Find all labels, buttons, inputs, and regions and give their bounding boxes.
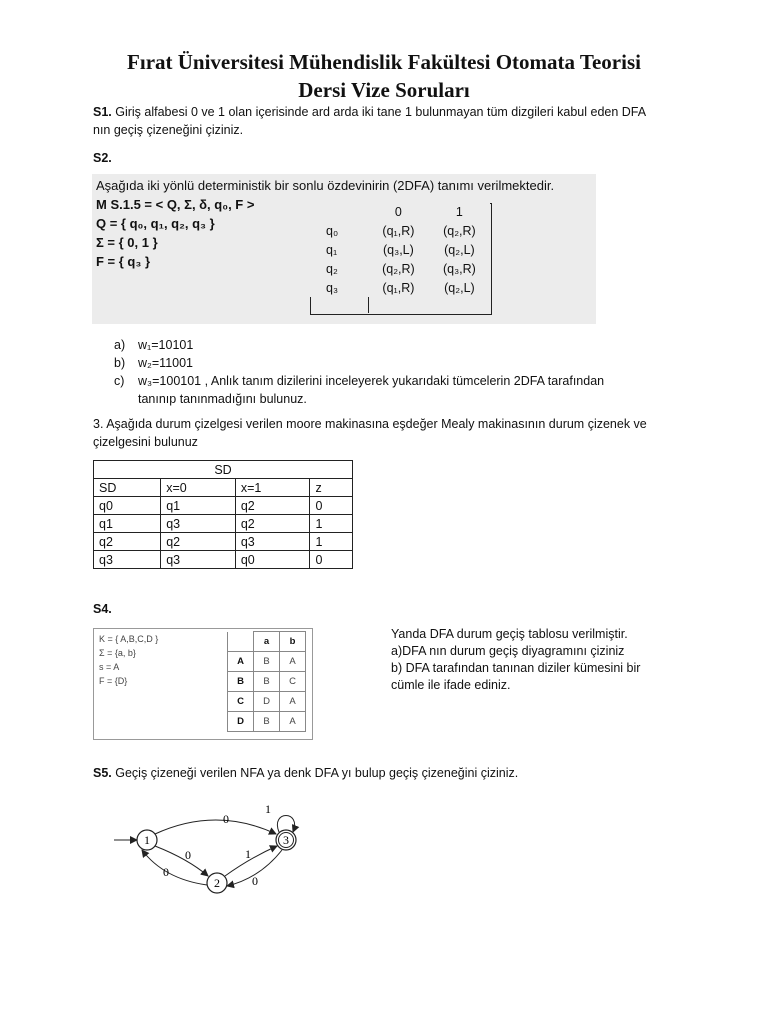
table-row (310, 221, 490, 240)
s4-def-k: K = { A,B,C,D } (99, 634, 159, 644)
table-row (94, 533, 353, 551)
s3-header-cell: SD (94, 479, 161, 497)
s5-nfa-diagram (110, 796, 310, 902)
s4-text-line-3: b) DFA tarafından tanınan diziler kümesini bir (391, 661, 641, 675)
table-row (94, 461, 353, 479)
s4-cell: A (280, 652, 306, 672)
table-row (228, 672, 306, 692)
table-row (310, 259, 490, 278)
s3-cell: q1 (94, 515, 161, 533)
s3-header-cell: x=1 (235, 479, 310, 497)
edge-label-1-3: 0 (223, 812, 229, 826)
s2-cell: (q₁,R) (382, 280, 415, 295)
s2-cell: (q₁,R) (382, 223, 415, 238)
table-row (310, 278, 490, 297)
s3-header-cell: z (310, 479, 353, 497)
s3-cell: q2 (235, 515, 310, 533)
edge-1-3 (155, 820, 276, 834)
s3-cell: 0 (310, 551, 353, 569)
s2-col-header: 1 (455, 204, 463, 219)
s4-cell: B (254, 652, 280, 672)
state-label: 2 (214, 876, 220, 890)
edge-2-3 (225, 846, 277, 876)
s2-cell: (q₂,L) (444, 280, 475, 295)
s3-cell: q3 (161, 551, 236, 569)
list-item (114, 354, 604, 372)
list-marker: b) (114, 356, 126, 370)
s2-state-cell: q₁ (326, 242, 338, 257)
s3-cell: q0 (94, 497, 161, 515)
list-text: w₁=10101 (138, 338, 194, 352)
s2-label: S2. (93, 151, 112, 165)
s4-text-line-2: a)DFA nın durum geçiş diyagramını çiziniz (391, 644, 625, 658)
s4-state-cell: C (228, 692, 254, 712)
s2-def-sigma: Σ = { 0, 1 } (96, 235, 158, 250)
s2-cell: (q₂,L) (444, 242, 475, 257)
s4-cell: C (280, 672, 306, 692)
table-row (94, 551, 353, 569)
state-label: 3 (283, 833, 289, 847)
table-row (228, 632, 306, 652)
table-row (228, 712, 306, 732)
list-text: w₂=11001 (138, 356, 194, 370)
s4-text-line-1: Yanda DFA durum geçiş tablosu verilmiştir. (391, 627, 628, 641)
table-row (94, 479, 353, 497)
s3-cell: q1 (161, 497, 236, 515)
list-marker: c) (114, 374, 125, 388)
s4-def-s: s = A (99, 662, 120, 672)
s2-def-f: F = { q₃ } (96, 254, 151, 269)
s4-label: S4. (93, 602, 112, 616)
question-s5 (93, 764, 518, 782)
edge-label-2-3: 1 (245, 847, 251, 861)
s4-def-sigma: Σ = {a, b} (99, 648, 136, 658)
table-row (310, 240, 490, 259)
s2-2dfa-figure (92, 174, 596, 324)
s2-col-header: 0 (394, 204, 402, 219)
s4-state-cell: A (228, 652, 254, 672)
s2-state-cell: q₃ (326, 280, 339, 295)
s4-dfa-figure (93, 628, 313, 740)
s3-cell: 1 (310, 515, 353, 533)
s4-state-cell: D (228, 712, 254, 732)
s3-table-title: SD (94, 461, 353, 479)
s3-cell: q2 (235, 497, 310, 515)
s4-def-f: F = {D} (99, 676, 128, 686)
s1-text-line-1: Giriş alfabesi 0 ve 1 olan içerisinde ard arda iki tane 1 bulunmayan tüm dizgileri kabul eden DFA (111, 105, 647, 119)
question-s1 (93, 103, 693, 139)
s2-state-cell: q₀ (326, 223, 339, 238)
s1-label: S1. (93, 105, 112, 119)
edge-label-3-3: 1 (265, 802, 271, 816)
edge-label-1-2: 0 (185, 848, 191, 862)
s2-cell: (q₂,R) (382, 261, 415, 276)
s4-definition (99, 632, 158, 688)
s3-cell: q3 (161, 515, 236, 533)
s3-moore-table (93, 460, 353, 569)
s3-cell: 0 (310, 497, 353, 515)
s2-state-cell: q₂ (326, 261, 338, 276)
s4-transition-table (227, 631, 306, 732)
s3-cell: q3 (235, 533, 310, 551)
s3-header-cell: x=0 (161, 479, 236, 497)
s5-label: S5. (93, 766, 112, 780)
page-title (60, 48, 708, 104)
title-line-2: Dersi Vize Soruları (298, 78, 470, 102)
s3-cell: q3 (94, 551, 161, 569)
s4-text (391, 626, 681, 694)
list-item (114, 372, 604, 390)
s2-cell: (q₃,L) (383, 242, 414, 257)
table-row (228, 692, 306, 712)
s4-cell: D (254, 692, 280, 712)
s3-cell: q0 (235, 551, 310, 569)
s3-cell: q2 (94, 533, 161, 551)
table-row (94, 515, 353, 533)
edge-label-3-2: 0 (252, 874, 258, 888)
s4-col-header: b (280, 632, 306, 652)
s4-text-line-4: cümle ile ifade ediniz. (391, 678, 511, 692)
s2-transition-table (310, 202, 490, 297)
list-item (114, 336, 604, 354)
s4-state-cell: B (228, 672, 254, 692)
question-s3 (93, 415, 693, 451)
s2-table-header-row (310, 202, 490, 221)
s4-cell: A (280, 712, 306, 732)
s3-text-line-2: çizelgesini bulunuz (93, 435, 198, 449)
s5-text: Geçiş çizeneği verilen NFA ya denk DFA yı bulup geçiş çizeneğini çiziniz. (111, 766, 519, 780)
list-item-continuation: tanınıp tanınmadığını bulunuz. (138, 392, 307, 406)
list-marker: a) (114, 338, 126, 352)
s2-cell: (q₂,R) (443, 223, 476, 238)
s2-cell: (q₃,R) (442, 261, 476, 276)
s3-cell: 1 (310, 533, 353, 551)
s2-def-m: M S.1.5 = < Q, Σ, δ, q₀, F > (96, 197, 255, 212)
title-line-1: Fırat Üniversitesi Mühendislik Fakültesi Otomata Teorisi (127, 50, 641, 74)
table-row (94, 497, 353, 515)
s2-items (114, 336, 604, 408)
s4-cell: B (254, 712, 280, 732)
s2-intro: Aşağıda iki yönlü deterministik bir sonlu özdevinirin (2DFA) tanımı verilmektedir. (96, 178, 555, 193)
s4-col-header: a (254, 632, 280, 652)
table-row (228, 652, 306, 672)
s3-text-line-1: 3. Aşağıda durum çizelgesi verilen moore makinasına eşdeğer Mealy makinasının durum çizenek ve (93, 417, 647, 431)
s4-cell: A (280, 692, 306, 712)
s2-def-q: Q = { q₀, q₁, q₂, q₃ } (96, 216, 215, 231)
s3-cell: q2 (161, 533, 236, 551)
list-text: w₃=100101 , Anlık tanım dizilerini inceleyerek yukarıdaki tümcelerin 2DFA tarafından (138, 374, 605, 388)
edge-label-2-1: 0 (163, 865, 169, 879)
s4-cell: B (254, 672, 280, 692)
s1-text-line-2: nın geçiş çizeneğini çiziniz. (93, 123, 244, 137)
state-label: 1 (144, 833, 150, 847)
